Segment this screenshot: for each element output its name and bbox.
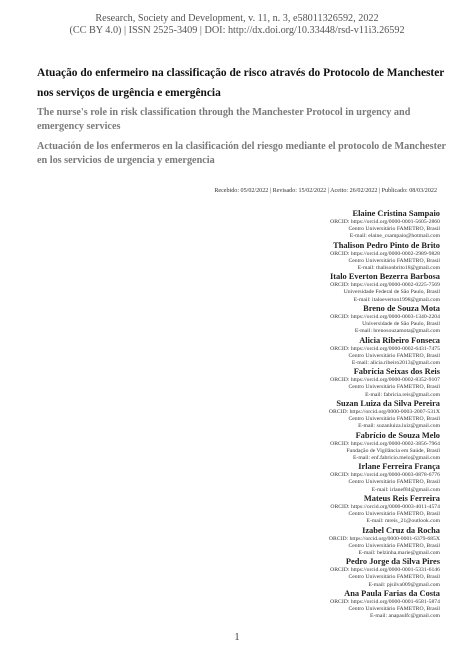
author-affiliation: Fundação de Vigilância em Saúde, Brasil: [346, 447, 440, 454]
running-header: [0, 13, 474, 37]
author-affiliation: Centro Universitário FAMETRO, Brasil: [348, 257, 440, 264]
author-block: [329, 304, 440, 335]
author-block: [329, 272, 440, 303]
author-name: Pedro Jorge da Silva Pires: [345, 557, 440, 567]
author-orcid: ORCID: https://orcid.org/0000-0001-6379-685X: [328, 535, 440, 542]
author-email: E-mail: belzinha.marie@gmail.com: [358, 549, 440, 556]
author-orcid: ORCID: https://orcid.org/0000-0002-0225-7569: [330, 282, 440, 289]
author-email: E-mail: brenosouzamota@gmail.com: [354, 328, 440, 335]
author-name: Fabrícia Seixas dos Reis: [353, 367, 440, 377]
license-issn-doi: (CC BY 4.0) | ISSN 2525-3409 | DOI: http://dx.doi.org/10.33448/rsd-v11i3.26592: [69, 25, 405, 36]
author-email: E-mail: italoeverton1998@gmail.com: [353, 296, 440, 303]
author-block: [329, 367, 440, 398]
author-email: E-mail: alicia.ribeiro2013@gmail.com: [351, 359, 440, 366]
author-email: E-mail: thalisonbrito18@gmail.com: [357, 264, 440, 271]
author-orcid: ORCID: https://orcid.org/0000-0002-6431-7475: [330, 345, 440, 352]
author-affiliation: Centro Universitário FAMETRO, Brasil: [348, 226, 440, 233]
author-affiliation: Universidade Federal de São Paulo, Brasil: [343, 289, 440, 296]
author-block: [329, 431, 440, 462]
title-portuguese: Atuação do enfermeiro na classificação de risco através do Protocolo de Manchester nos serviços de urgência e emergência: [37, 67, 445, 99]
author-orcid: ORCID: https://orcid.org/0000-0002-3856-7964: [330, 440, 440, 447]
author-orcid: ORCID: https://orcid.org/0000-0001-5331-6146: [330, 567, 440, 574]
author-affiliation: Centro Universitário FAMETRO, Brasil: [348, 479, 440, 486]
title-english: The nurse's role in risk classification through the Manchester Protocol in urgency and emergency services: [37, 107, 411, 132]
author-email: E-mail: pjsilva009@gmail.com: [368, 581, 440, 588]
author-block: [329, 209, 440, 240]
author-name: Breno de Souza Mota: [363, 304, 440, 314]
title-spanish: Actuación de los enfermeros en la clasificación del riesgo mediante el protocolo de Manchester en los servicios de urgencia y emergencia: [37, 141, 446, 166]
author-list: [329, 209, 440, 621]
author-name: Ana Paula Farias da Costa: [344, 589, 440, 599]
author-block: [329, 494, 440, 525]
author-name: Thalison Pedro Pinto de Brito: [333, 240, 440, 250]
author-affiliation: Centro Universitário FAMETRO, Brasil: [348, 542, 440, 549]
author-name: Fabrício de Souza Melo: [355, 430, 440, 440]
author-email: E-mail: elaine_csampaio@hotmail.com: [349, 233, 440, 240]
author-orcid: ORCID: https://orcid.org/0000-0001-5605-2860: [330, 219, 440, 225]
author-orcid: ORCID: https://orcid.org/0000-0003-0878-6776: [330, 472, 440, 479]
author-name: Italo Everton Bezerra Barbosa: [329, 272, 440, 282]
author-email: E-mail: fabricia.reis@gmail.com: [365, 391, 440, 398]
author-name: Alicia Ribeiro Fonseca: [359, 335, 440, 345]
author-block: [329, 241, 440, 272]
author-block: [329, 589, 440, 620]
author-orcid: ORCID: https://orcid.org/0000-0003-2007-531X: [328, 409, 440, 416]
author-name: Mateus Reis Ferreira: [363, 494, 440, 504]
author-name: Elaine Cristina Sampaio: [352, 209, 440, 218]
author-block: [329, 399, 440, 430]
author-email: E-mail: irlanef84@gmail.com: [371, 486, 440, 493]
author-block: [329, 336, 440, 367]
author-affiliation: Centro Universitário FAMETRO, Brasil: [348, 511, 440, 518]
author-affiliation: Centro Universitário FAMETRO, Brasil: [348, 384, 440, 391]
author-name: Izabel Cruz da Rocha: [362, 525, 440, 535]
author-name: Irlane Ferreira França: [358, 462, 440, 472]
publication-dates: Recebido: 05/02/2022 | Revisado: 15/02/2022 | Aceito: 26/02/2022 | Publicado: 08/03/2022: [214, 188, 437, 194]
author-block: [329, 462, 440, 493]
author-block: [329, 526, 440, 557]
author-orcid: ORCID: https://orcid.org/0000-0002-2989-9828: [330, 250, 440, 257]
journal-citation: Research, Society and Development, v. 11, n. 3, e58011326592, 2022: [95, 13, 379, 24]
author-affiliation: Centro Universitário FAMETRO, Brasil: [348, 352, 440, 359]
author-affiliation: Universidade de São Paulo, Brasil: [362, 321, 440, 328]
author-affiliation: Centro Universitário FAMETRO, Brasil: [348, 606, 440, 613]
page-number: 1: [234, 632, 240, 643]
author-email: E-mail: mreis_21@outlook.com: [366, 518, 440, 525]
author-block: [329, 557, 440, 588]
author-name: Suzan Luiza da Silva Pereira: [336, 399, 440, 409]
author-affiliation: Centro Universitário FAMETRO, Brasil: [348, 574, 440, 581]
author-email: E-mail: enf.fabricio.melo@gmail.com: [352, 454, 440, 461]
author-orcid: ORCID: https://orcid.org/0000-0003-4011-4574: [330, 504, 440, 511]
author-affiliation: Centro Universitário FAMETRO, Brasil: [348, 416, 440, 423]
author-orcid: ORCID: https://orcid.org/0000-0001-6581-5874: [330, 599, 440, 606]
author-orcid: ORCID: https://orcid.org/0000-0002-8352-9107: [330, 377, 440, 384]
author-email: E-mail: anapaulfc@gmail.com: [370, 613, 440, 620]
author-orcid: ORCID: https://orcid.org/0000-0003-1340-2204: [330, 314, 440, 321]
author-email: E-mail: suzanluiza.luiz@gmail.com: [358, 423, 440, 430]
